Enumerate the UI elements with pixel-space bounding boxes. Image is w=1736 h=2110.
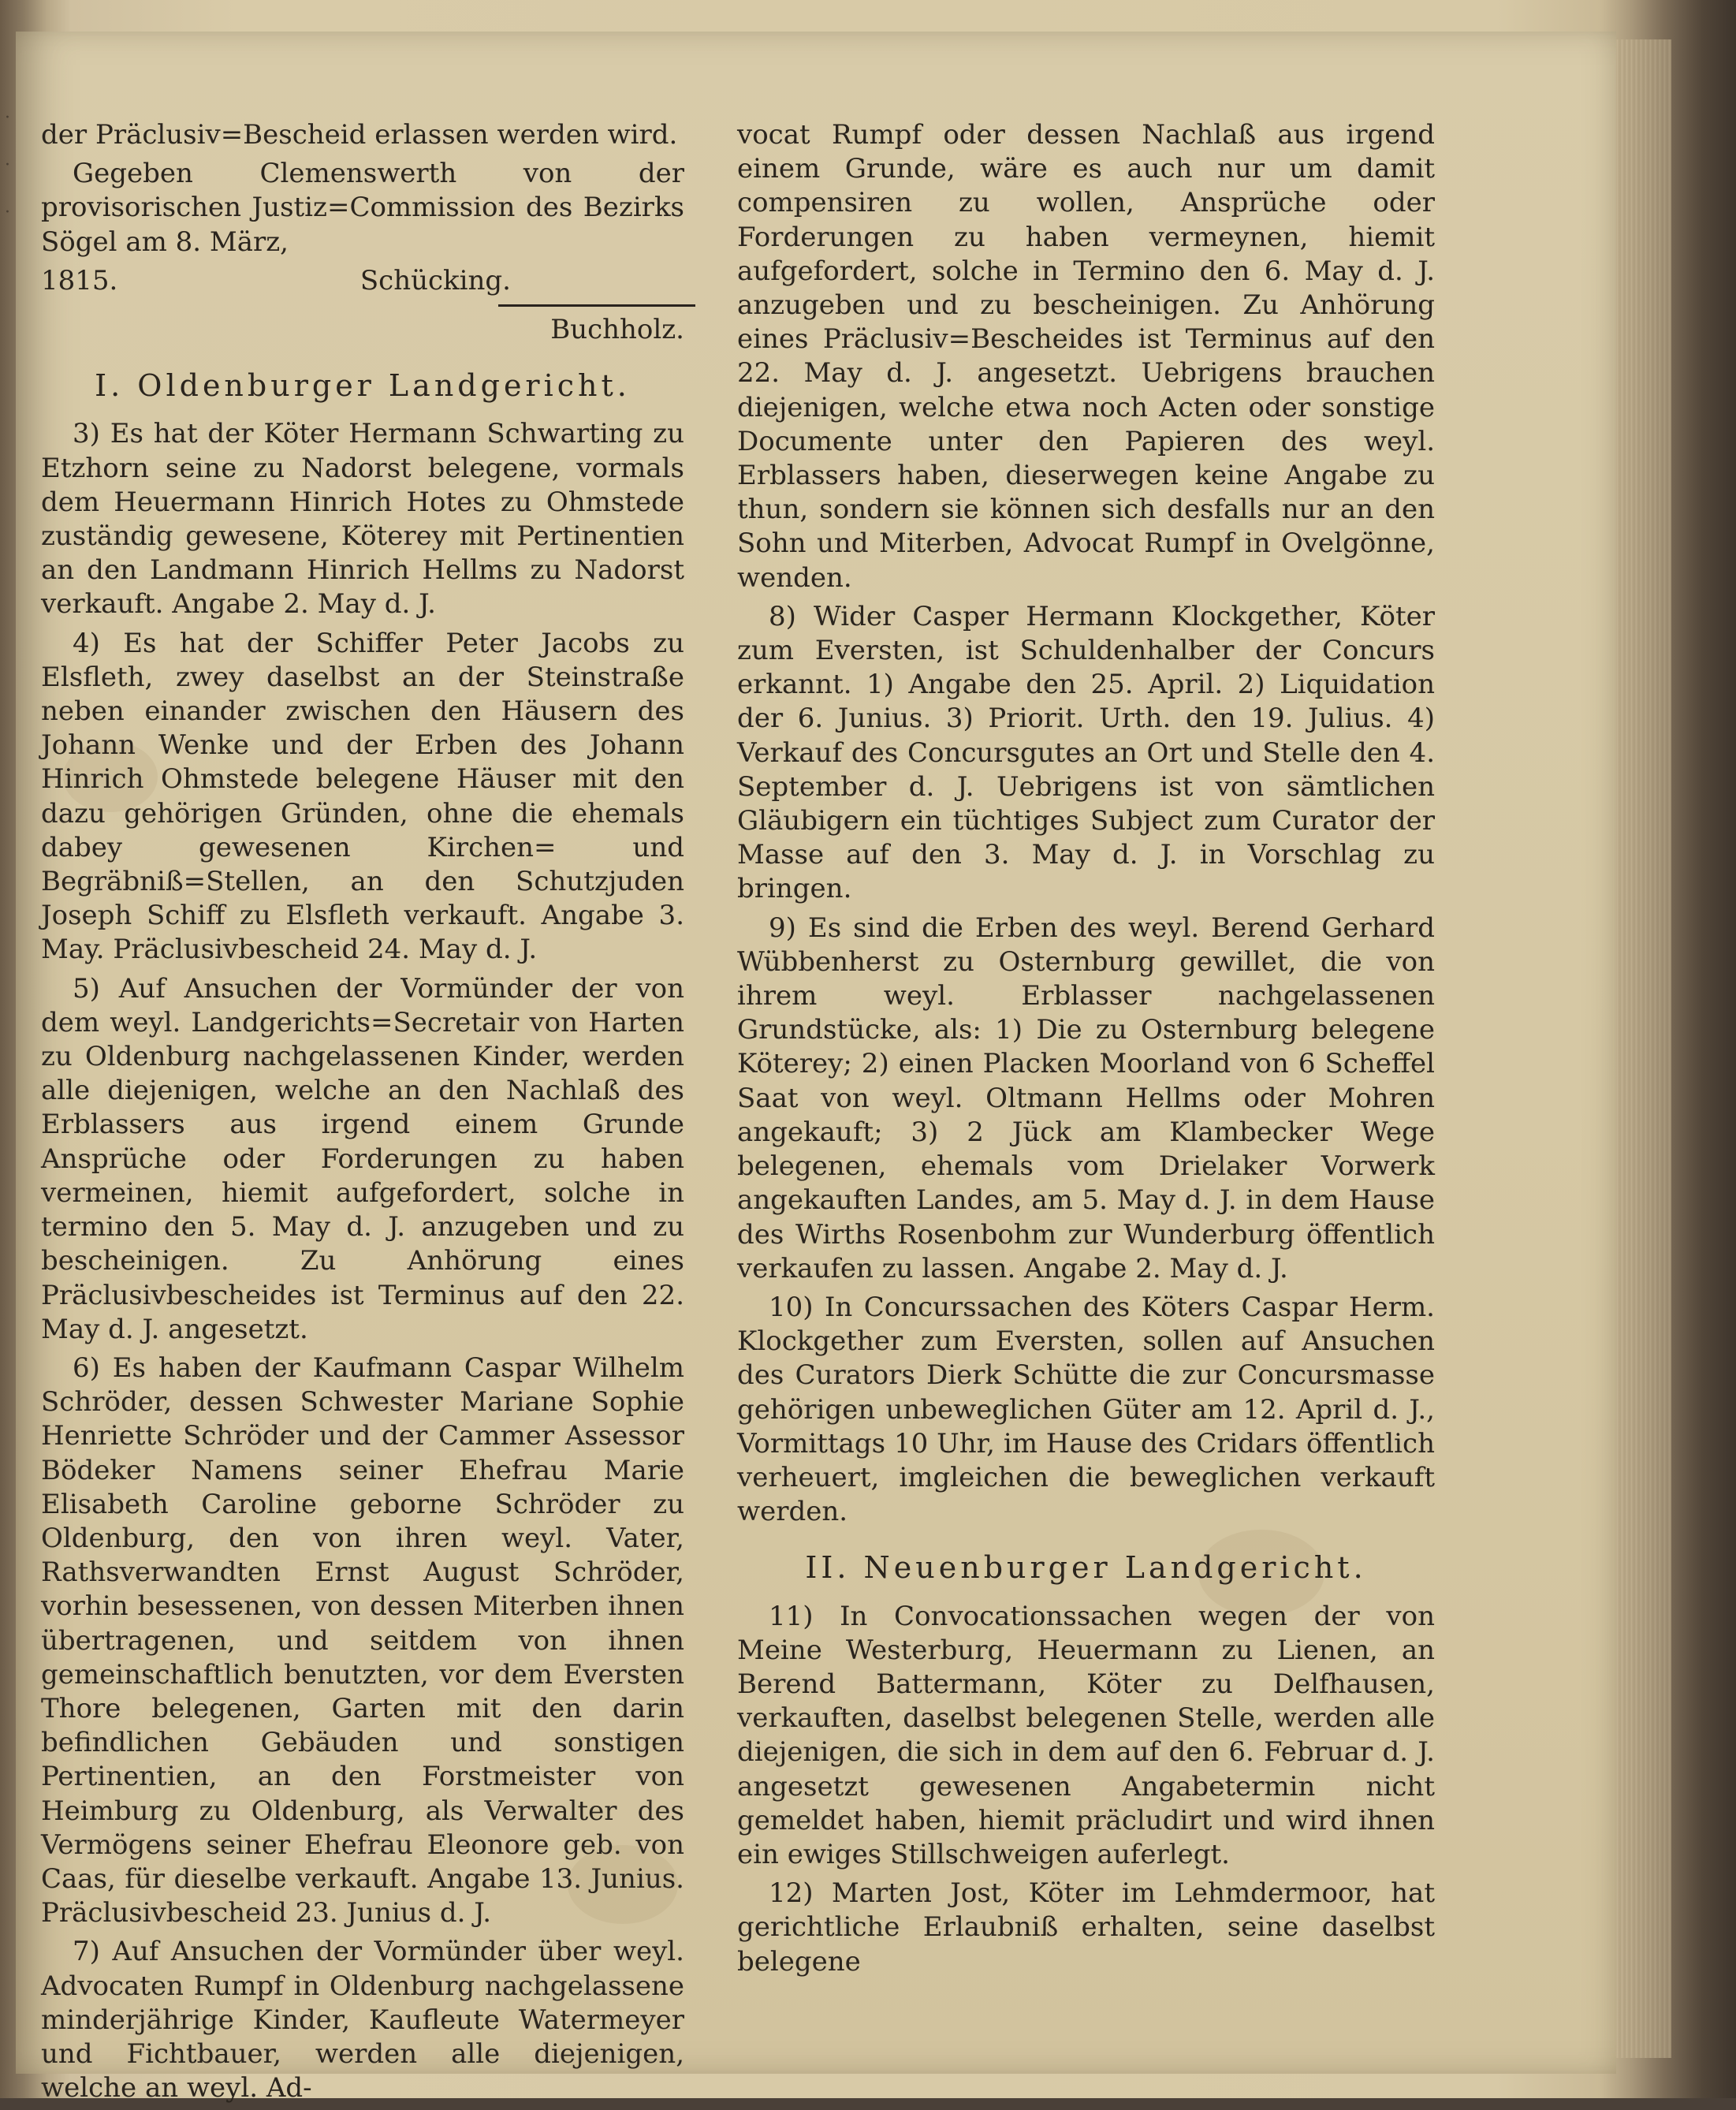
- entry-6: 6) Es haben der Kaufmann Caspar Wilhelm Schröder, dessen Schwester Mariane Sophie Henriette Schröder und der Cammer Assessor Bödeker Namens seiner Ehefrau Marie Elisabeth Caroline geborne Schröder zu Oldenburg, den von ihren weyl. Vater, Rathsverwandten Ernst August Schröder, vorhin besessenen, von dessen Miterben ihnen übertragenen, und seitdem von ihnen gemeinschaftlich benutzten, vor dem Eversten Thore belegenen, Garten mit den darin befindlichen Gebäuden und sonstigen Pertinentien, an den Forstmeister von Heimburg zu Oldenburg, als Verwalter des Vermögens seiner Ehefrau Eleonore geb. von Caas, für dieselbe verkauft. Angabe 13. Junius. Präclusivbescheid 23. Junius d. J.: [41, 1351, 684, 1929]
- signature-schuecking: Schücking.: [359, 264, 511, 296]
- entry-9: 9) Es sind die Erben des weyl. Berend Gerhard Wübbenherst zu Osternburg gewillet, die von ihrem weyl. Erblasser nachgelassenen Grundstücke, als: 1) Die zu Osternburg belegene Köterey; 2) einen Placken Moorland von 6 Scheffel Saat von weyl. Oltmann Hellms oder Mohren angekauft; 3) 2 Jück am Klambecker Wege belegenen, ehemals vom Drielaker Vorwerk angekauften Landes, am 5. May d. J. in dem Hause des Wirths Rosenbohm zur Wunderburg öffentlich verkaufen zu lassen. Angabe 2. May d. J.: [737, 911, 1435, 1284]
- entry-7-continued: vocat Rumpf oder dessen Nachlaß aus irgend einem Grunde, wäre es auch nur um damit compensiren zu wollen, Ansprüche oder Forderungen zu haben vermeynen, hiemit aufgefordert, solche in Termino den 6. May d. J. anzugeben und zu bescheinigen. Zu Anhörung eines Präclusiv=Bescheides ist Terminus auf den 22. May d. J. angesetzt. Uebrigens brauchen diejenigen, welche etwa noch Acten oder sonstige Documente unter den Papieren des weyl. Erblassers haben, dieserwegen keine Angabe zu thun, sondern sie können sich desfalls nur an den Sohn und Miterben, Advocat Rumpf in Ovelgönne, wenden.: [737, 119, 1435, 594]
- entry-5: 5) Auf Ansuchen der Vormünder der von dem weyl. Landgerichts=Secretair von Harten zu Oldenburg nachgelassenen Kinder, werden alle diejenigen, welche an den Nachlaß des Erblassers aus irgend einem Grunde Ansprüche oder Forderungen zu haben vermeinen, hiemit aufgefordert, solche in termino den 5. May d. J. anzugeben und zu bescheinigen. Zu Anhörung eines Präclusivbescheides ist Terminus auf den 22. May d. J. angesetzt.: [41, 972, 684, 1345]
- entry-11: 11) In Convocationssachen wegen der von Meine Westerburg, Heuermann zu Lienen, an Berend Battermann, Köter zu Delfhausen, verkauften, daselbst belegenen Stelle, werden alle diejenigen, die sich in dem auf den 6. Februar d. J. angesetzt gewesenen Angabetermin nicht gemeldet haben, hiemit präcludirt und wird ihnen ein ewiges Stillschweigen auferlegt.: [737, 1600, 1435, 1870]
- date-line: [41, 264, 684, 298]
- page-edge: [1608, 39, 1671, 2058]
- right-column: [737, 118, 1435, 1984]
- gutter-marks: · · ·: [5, 108, 10, 222]
- entry-3: 3) Es hat der Köter Hermann Schwarting zu Etzhorn seine zu Nadorst belegene, vormals dem Heuermann Hinrich Hotes zu Ohmstede zuständig gewesene, Köterey mit Pertinentien an den Landmann Hinrich Hellms zu Nadorst verkauft. Angabe 2. May d. J.: [41, 418, 684, 621]
- entry-7: 7) Auf Ansuchen der Vormünder über weyl. Advocaten Rumpf in Oldenburg nachgelassene minderjährige Kinder, Kaufleute Watermeyer und Fichtbauer, werden alle diejenigen, welche an weyl. Ad-: [41, 1936, 684, 2104]
- section-heading-neuenburg: II. Neuenburger Landgericht.: [805, 1550, 1367, 1586]
- entry-12: 12) Marten Jost, Köter im Lehmdermoor, hat gerichtliche Erlaubniß erhalten, seine daselbst belegene: [737, 1877, 1435, 1978]
- given-text: Gegeben Clemenswerth von der provisorischen Justiz=Commission des Bezirks Sögel am 8. März,: [41, 158, 684, 258]
- entry-8: 8) Wider Casper Hermann Klockgether, Köter zum Eversten, ist Schuldenhalber der Concurs erkannt. 1) Angabe den 25. April. 2) Liquidation der 6. Junius. 3) Priorit. Urth. den 19. Julius. 4) Verkauf des Concursgutes an Ort und Stelle den 4. September d. J. Uebrigens ist von sämtlichen Gläubigern ein tüchtiges Subject zum Curator der Masse auf den 3. May d. J. in Vorschlag zu bringen.: [737, 600, 1435, 905]
- signature-buchholz: Buchholz.: [550, 314, 684, 346]
- entry-10: 10) In Concurssachen des Köters Caspar Herm. Klockgether zum Eversten, sollen auf Ansuchen des Curators Dierk Schütte die zur Concursmasse gehörigen unbeweglichen Güter am 12. April d. J., Vormittags 10 Uhr, im Hause des Cridars öffentlich verheuert, imgleichen die beweglichen verkauft werden.: [737, 1291, 1435, 1528]
- opening-line: der Präclusiv=Bescheid erlassen werden wird.: [41, 119, 678, 151]
- left-column: [41, 118, 684, 2110]
- entry-4: 4) Es hat der Schiffer Peter Jacobs zu Elsfleth, zwey daselbst an der Steinstraße neben einander zwischen den Häusern des Johann Wenke und der Erben des Johann Hinrich Ohmstede belegene Häuser mit den dazu gehörigen Gründen, ohne die ehemals dabey gewesenen Kirchen= und Begräbniß=Stellen, an den Schutzjuden Joseph Schiff zu Elsfleth verkauft. Angabe 3. May. Präclusivbescheid 24. May d. J.: [41, 627, 684, 966]
- year: 1815.: [41, 264, 118, 296]
- section-heading-oldenburg: I. Oldenburger Landgericht.: [95, 368, 631, 404]
- separator-rule: [498, 304, 695, 307]
